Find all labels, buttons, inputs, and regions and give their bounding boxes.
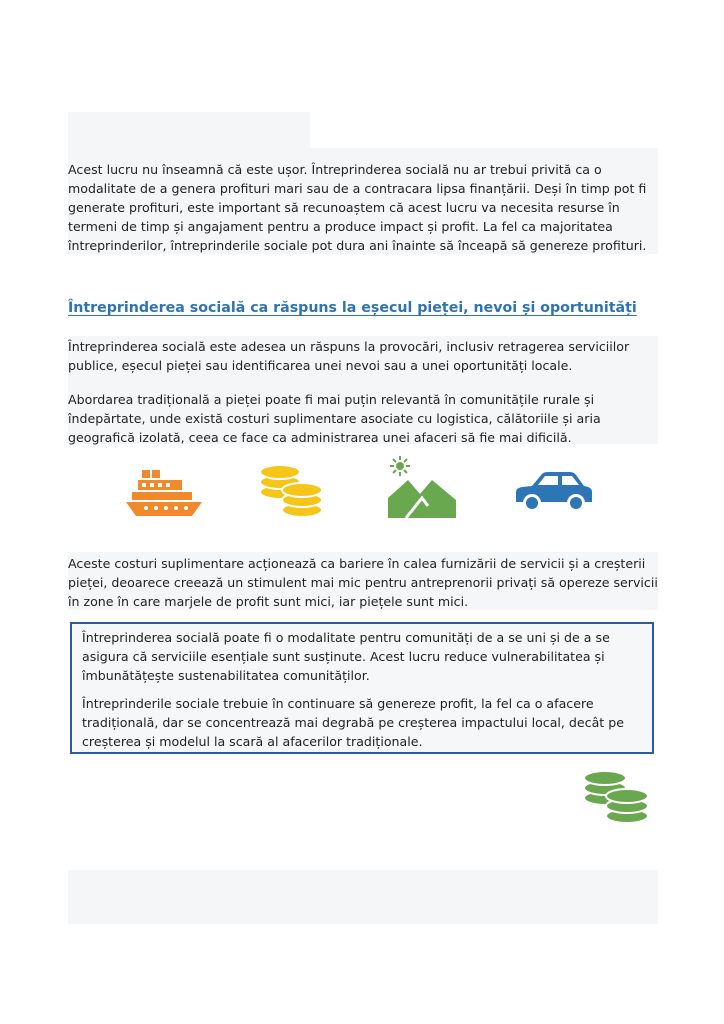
coins-icon bbox=[256, 462, 326, 520]
section-heading: Întreprinderea socială ca răspuns la eșecul pieței, nevoi și oportunități bbox=[68, 300, 637, 316]
car-icon bbox=[512, 468, 596, 514]
paragraph-traditional: Abordarea tradițională a pieței poate fi mai puțin relevantă în comunitățile rurale și îndepărtate, unde există costuri suplimentare asociate cu logistica, călătoriile și aria geografică izolată, ceea ce face ca administrarea unei afaceri să fie mai dificilă. bbox=[68, 392, 601, 445]
mountain-sun-icon bbox=[386, 454, 458, 520]
header-shade bbox=[68, 112, 310, 148]
paragraph-costs: Aceste costuri suplimentare acționează ca bariere în calea furnizării de servicii și a creșterii pieței, deoarece creează un stimulent mai mic pentru antreprenorii privați să opereze servicii în zone în care marjele de profit sunt mici, iar piețele sunt mici. bbox=[68, 556, 658, 609]
ship-icon bbox=[126, 466, 202, 518]
coins-icon bbox=[580, 766, 652, 826]
callout-paragraph-1: Întreprinderea socială poate fi o modalitate pentru comunități de a se uni și de a se asigura că serviciile esențiale sunt susținute. Acest lucru reduce vulnerabilitatea și îmbunătățește sustenabilitatea comunităților. bbox=[82, 630, 610, 683]
paragraph-intro: Acest lucru nu înseamnă că este ușor. Întreprinderea socială nu ar trebui privită ca o modalitate de a genera profituri mari sau de a contracara lipsa finanțării. Deși în timp pot fi generate profituri, este important să recunoaștem că acest lucru va necesita resurse în termeni de timp și angajament pentru a produce impact și profit. La fel ca majoritatea întreprinderilor, întreprinderile sociale pot dura ani înainte să înceapă să genereze profituri. bbox=[68, 162, 647, 253]
callout-box bbox=[70, 622, 654, 754]
paragraph-response: Întreprinderea socială este adesea un răspuns la provocări, inclusiv retragerea serviciilor publice, eșecul pieței sau identificarea unei nevoi sau a unei oportunități locale. bbox=[68, 339, 630, 373]
callout-paragraph-2: Întreprinderile sociale trebuie în continuare să genereze profit, la fel ca o afacere tradițională, dar se concentrează mai degrabă pe creșterea impactului local, decât pe creșterea și modelul la scară al afacerilor tradiționale. bbox=[82, 696, 624, 749]
footer-shade bbox=[68, 870, 658, 924]
